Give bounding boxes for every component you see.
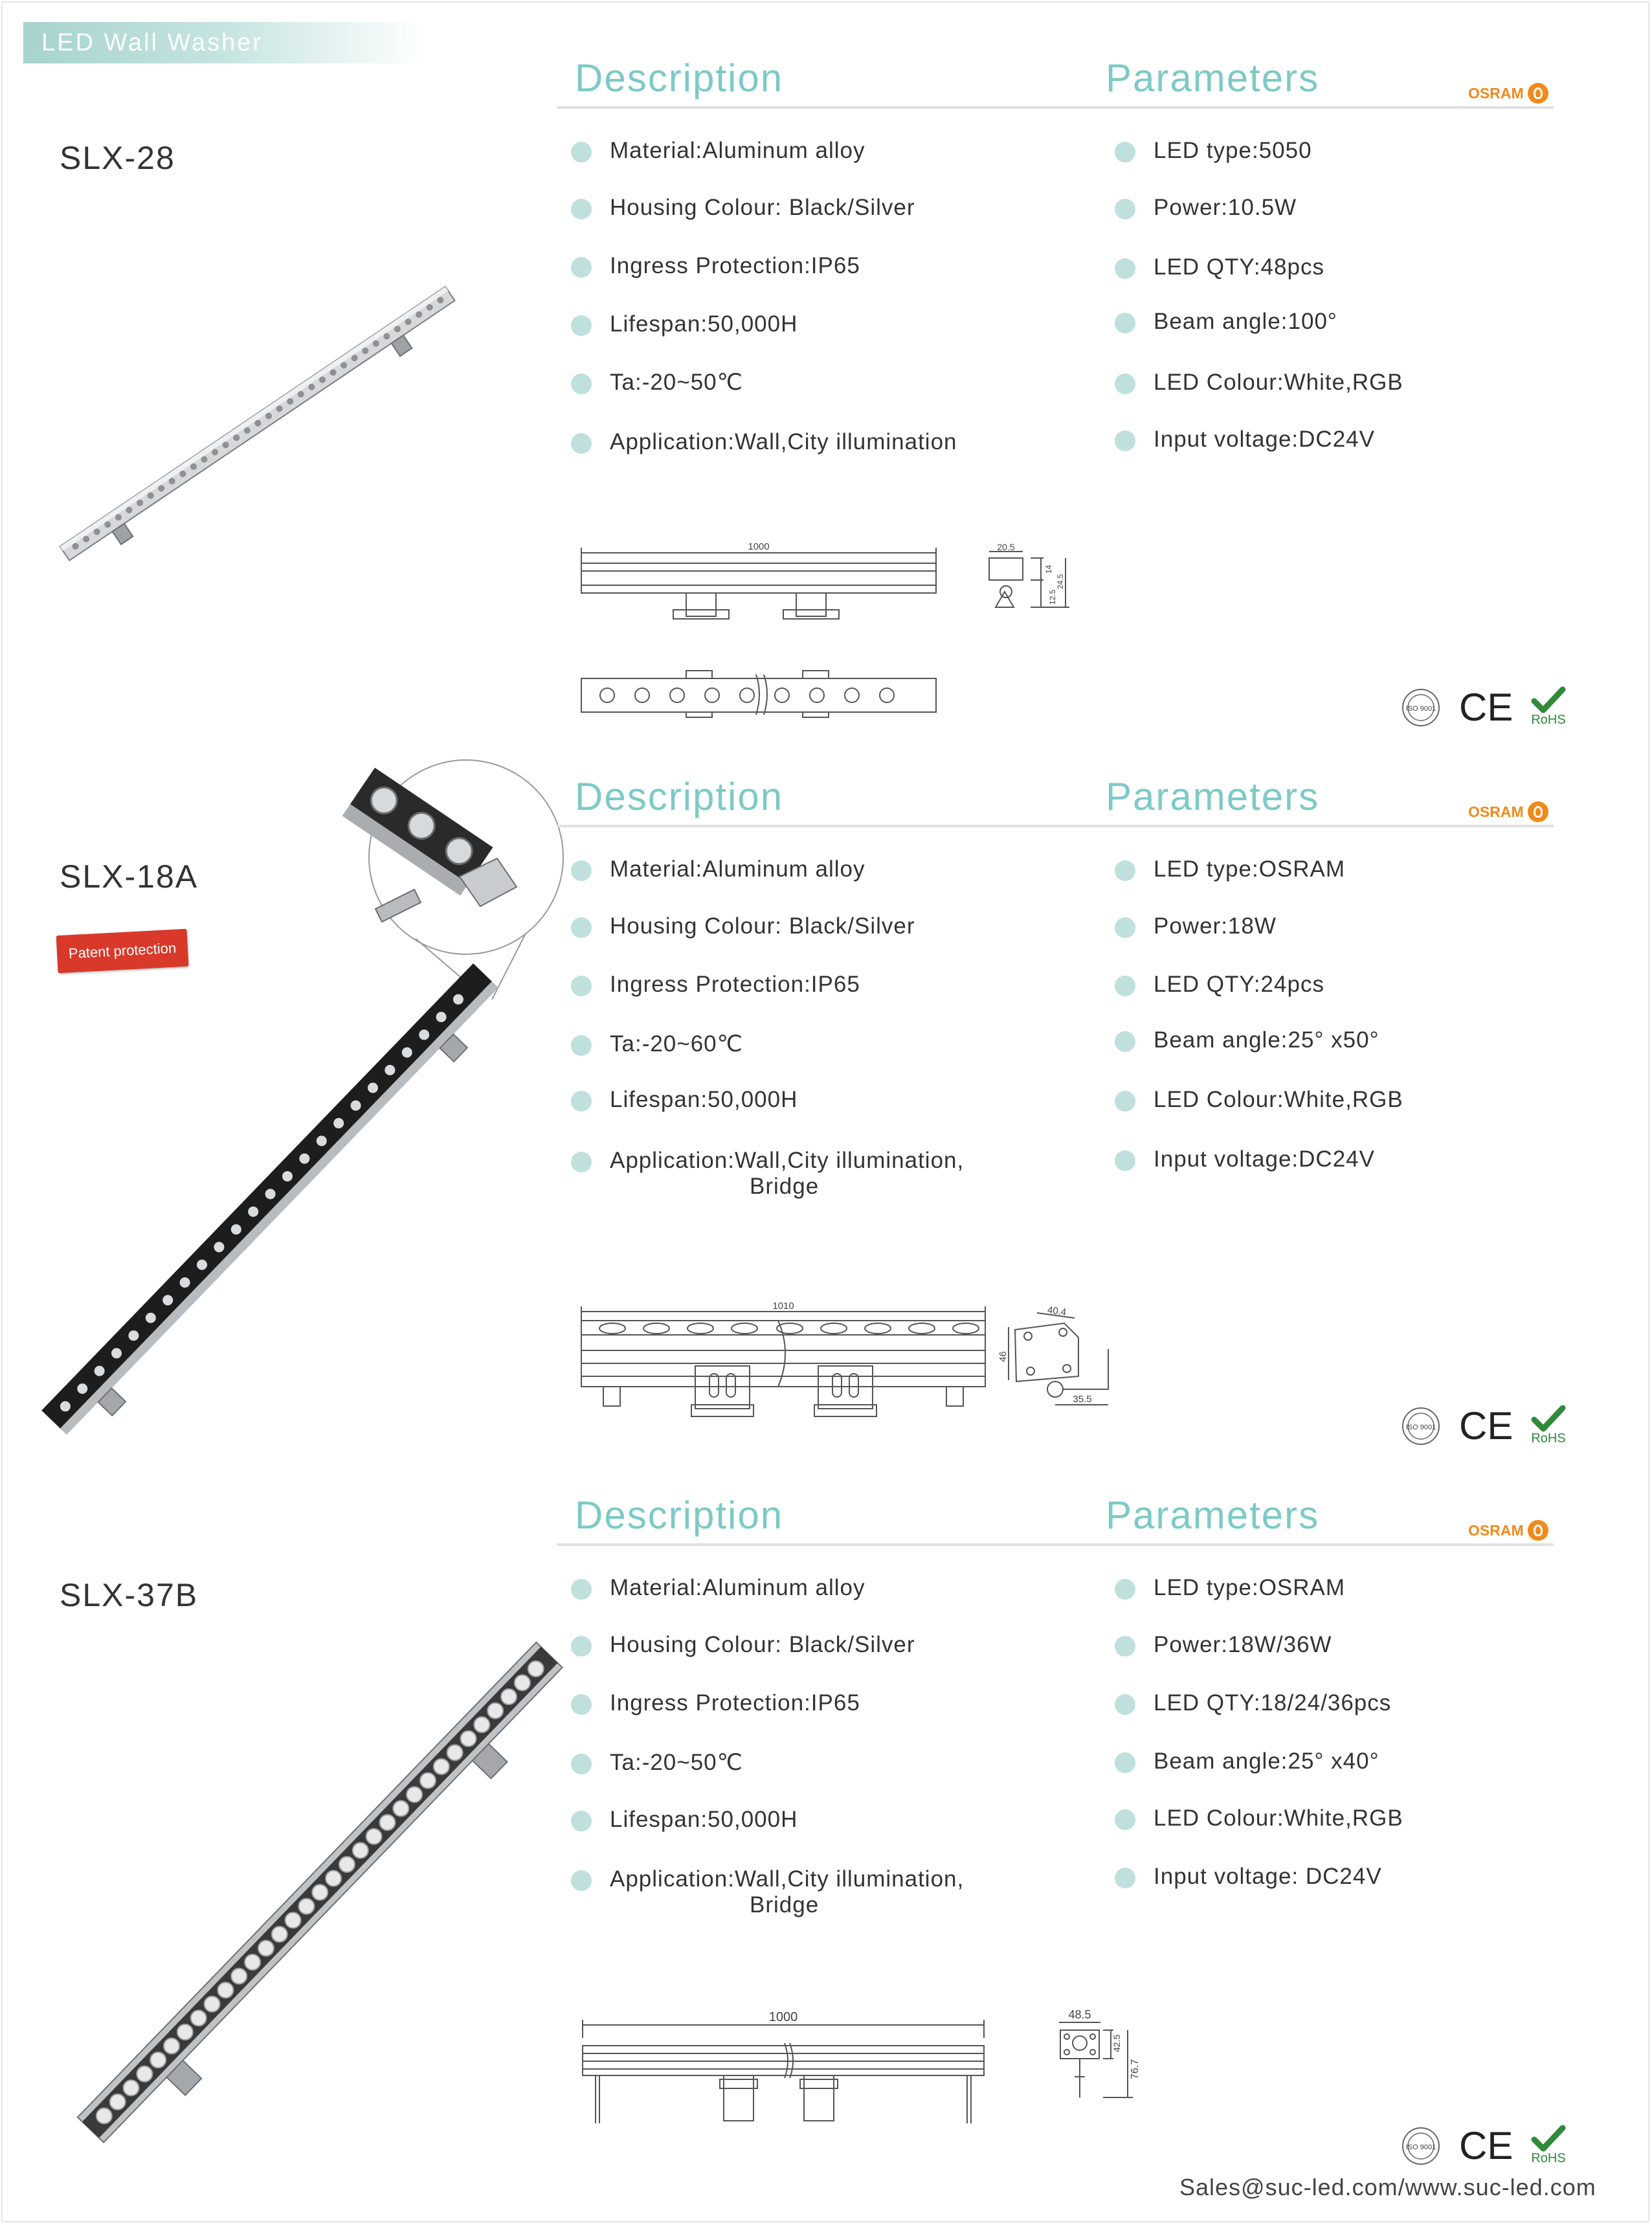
list-item: LED QTY:48pcs	[1154, 254, 1324, 280]
ce-mark-icon: CE	[1459, 2124, 1513, 2167]
svg-text:14: 14	[1044, 565, 1053, 574]
osram-bulb-icon	[1528, 801, 1548, 822]
dimension-drawing-front	[576, 2007, 997, 2162]
svg-text:24.5: 24.5	[1056, 574, 1065, 589]
model-name: SLX-28	[60, 140, 175, 176]
description-heading: Description	[575, 1493, 784, 1537]
bullet-dot-icon	[571, 1636, 592, 1657]
list-item: Material:Aluminum alloy	[610, 856, 865, 882]
bullet-dot-icon	[1115, 1031, 1135, 1052]
bullet-dot-icon	[571, 1754, 592, 1774]
category-tab: LED Wall Washer	[23, 22, 425, 63]
product-image	[52, 175, 544, 570]
footer-contact: Sales@suc-led.com/www.suc-led.com	[1179, 2174, 1596, 2200]
svg-text:1000: 1000	[768, 2010, 798, 2024]
heading-divider	[557, 106, 1554, 109]
bullet-dot-icon	[1115, 917, 1135, 938]
bullet-dot-icon	[1115, 860, 1135, 881]
heading-divider	[557, 825, 1554, 827]
bullet-dot-icon	[571, 1035, 592, 1056]
rohs-icon: RoHS	[1531, 1405, 1565, 1446]
list-item: Ingress Protection:IP65	[610, 253, 860, 279]
bullet-dot-icon	[571, 374, 592, 394]
list-item: LED Colour:White,RGB	[1154, 370, 1403, 396]
bullet-dot-icon	[571, 1694, 592, 1715]
rohs-icon: RoHS	[1531, 687, 1565, 728]
product-section-slx-18a	[0, 719, 1652, 1448]
ce-mark-icon: CE	[1459, 1404, 1513, 1448]
list-item: Beam angle:25° x50°	[1154, 1027, 1379, 1053]
bullet-dot-icon	[1115, 142, 1135, 162]
bullet-dot-icon	[1115, 1579, 1135, 1600]
bullet-dot-icon	[1115, 976, 1135, 996]
list-item: Lifespan:50,000H	[610, 311, 798, 337]
dimension-length: 1000	[748, 541, 770, 552]
bullet-dot-icon	[1115, 1150, 1135, 1171]
bullet-dot-icon	[571, 860, 592, 881]
bullet-dot-icon	[1115, 374, 1135, 394]
list-item: Input voltage: DC24V	[1154, 1864, 1382, 1890]
bullet-dot-icon	[1115, 313, 1135, 333]
list-item: Power:18W/36W	[1154, 1632, 1332, 1658]
list-item: Material:Aluminum alloy	[610, 138, 865, 164]
parameters-heading: Parameters	[1106, 1493, 1320, 1537]
list-item: Housing Colour: Black/Silver	[610, 195, 915, 221]
patent-badge: Patent protection	[56, 929, 189, 973]
bullet-dot-icon	[1115, 1636, 1135, 1657]
svg-text:40.4: 40.4	[1046, 1304, 1067, 1318]
list-item: LED QTY:18/24/36pcs	[1154, 1690, 1391, 1716]
svg-text:ISO 9001: ISO 9001	[1405, 704, 1436, 713]
iso-9001-icon	[1401, 2126, 1441, 2166]
bullet-dot-icon	[571, 1811, 592, 1831]
dimension-drawing-side	[1055, 2007, 1152, 2110]
osram-bulb-icon	[1528, 1520, 1548, 1541]
list-item: LED type:5050	[1154, 138, 1312, 164]
list-item: Lifespan:50,000H	[610, 1807, 798, 1833]
svg-text:76.7: 76.7	[1130, 2059, 1141, 2079]
certification-logos	[1401, 2123, 1566, 2168]
list-item-continuation: Bridge	[750, 1892, 820, 1918]
list-item: LED type:OSRAM	[1154, 856, 1345, 882]
list-item: Beam angle:100°	[1154, 309, 1337, 335]
svg-text:46: 46	[998, 1351, 1009, 1362]
svg-text:35.5: 35.5	[1073, 1394, 1092, 1405]
osram-logo: OSRAM	[1468, 1520, 1548, 1541]
list-item: Beam angle:25° x40°	[1154, 1749, 1379, 1774]
osram-logo: OSRAM	[1468, 83, 1548, 104]
list-item: Ingress Protection:IP65	[610, 972, 860, 998]
osram-bulb-icon	[1528, 83, 1548, 104]
bullet-dot-icon	[571, 257, 592, 278]
product-image	[71, 1631, 550, 2169]
dimension-drawing-front	[576, 537, 945, 719]
list-item: LED Colour:White,RGB	[1154, 1806, 1403, 1831]
bullet-dot-icon	[571, 976, 592, 996]
bullet-dot-icon	[1115, 1091, 1135, 1112]
bullet-dot-icon	[1115, 430, 1135, 451]
bullet-dot-icon	[1115, 1752, 1135, 1773]
bullet-dot-icon	[571, 1091, 592, 1112]
description-heading: Description	[575, 775, 784, 818]
model-name: SLX-18A	[60, 858, 199, 895]
list-item: Application:Wall,City illumination, Bridge	[610, 1866, 964, 1918]
bullet-dot-icon	[1115, 258, 1135, 279]
rohs-icon: RoHS	[1531, 2125, 1565, 2166]
svg-text:12.5: 12.5	[1048, 589, 1057, 605]
osram-logo: OSRAM	[1468, 801, 1548, 822]
dimension-drawing-side	[979, 542, 1076, 646]
list-item: Ingress Protection:IP65	[610, 1690, 860, 1716]
list-item: Ta:-20~50℃	[610, 370, 743, 396]
list-item: Lifespan:50,000H	[610, 1087, 798, 1113]
ce-mark-icon: CE	[1459, 686, 1513, 729]
parameters-heading: Parameters	[1106, 56, 1320, 100]
list-item: Power:18W	[1154, 913, 1277, 939]
bullet-dot-icon	[1115, 1809, 1135, 1830]
list-item: LED QTY:24pcs	[1154, 972, 1324, 998]
list-item: Application:Wall,City illumination	[610, 429, 957, 455]
svg-text:1010: 1010	[772, 1301, 794, 1312]
bullet-dot-icon	[571, 142, 592, 162]
bullet-dot-icon	[571, 1579, 592, 1600]
bullet-dot-icon	[571, 917, 592, 938]
list-item: Ta:-20~50℃	[610, 1750, 743, 1776]
svg-text:20.5: 20.5	[997, 542, 1015, 552]
list-item-continuation: Bridge	[750, 1174, 820, 1199]
list-item: Housing Colour: Black/Silver	[610, 1632, 915, 1658]
list-item: Input voltage:DC24V	[1154, 427, 1375, 453]
svg-text:48.5: 48.5	[1068, 2008, 1091, 2021]
svg-text:42.5: 42.5	[1111, 2034, 1122, 2052]
parameters-heading: Parameters	[1106, 775, 1320, 818]
svg-text:ISO 9001: ISO 9001	[1405, 2143, 1436, 2151]
model-name: SLX-37B	[60, 1577, 199, 1613]
list-item: Input voltage:DC24V	[1154, 1146, 1375, 1172]
bullet-dot-icon	[571, 433, 592, 454]
bullet-dot-icon	[571, 199, 592, 219]
product-section-slx-37b	[0, 1437, 1652, 2225]
description-heading: Description	[575, 56, 784, 100]
list-item: Housing Colour: Black/Silver	[610, 913, 915, 939]
heading-divider	[557, 1543, 1554, 1546]
list-item: Material:Aluminum alloy	[610, 1575, 865, 1601]
product-section-slx-28	[0, 0, 1652, 729]
dimension-drawing-side	[998, 1304, 1119, 1411]
list-item: Ta:-20~60℃	[610, 1031, 743, 1057]
bullet-dot-icon	[1115, 1694, 1135, 1715]
product-image	[39, 741, 557, 1485]
list-item: Application:Wall,City illumination, Bridge	[610, 1148, 964, 1200]
bullet-dot-icon	[571, 1152, 592, 1172]
list-item: LED type:OSRAM	[1154, 1575, 1345, 1601]
bullet-dot-icon	[1115, 199, 1135, 219]
bullet-dot-icon	[571, 315, 592, 336]
list-item: LED Colour:White,RGB	[1154, 1087, 1403, 1113]
bullet-dot-icon	[571, 1870, 592, 1891]
svg-text:ISO 9001: ISO 9001	[1405, 1423, 1436, 1431]
bullet-dot-icon	[1115, 1868, 1135, 1888]
list-item: Power:10.5W	[1154, 195, 1297, 221]
